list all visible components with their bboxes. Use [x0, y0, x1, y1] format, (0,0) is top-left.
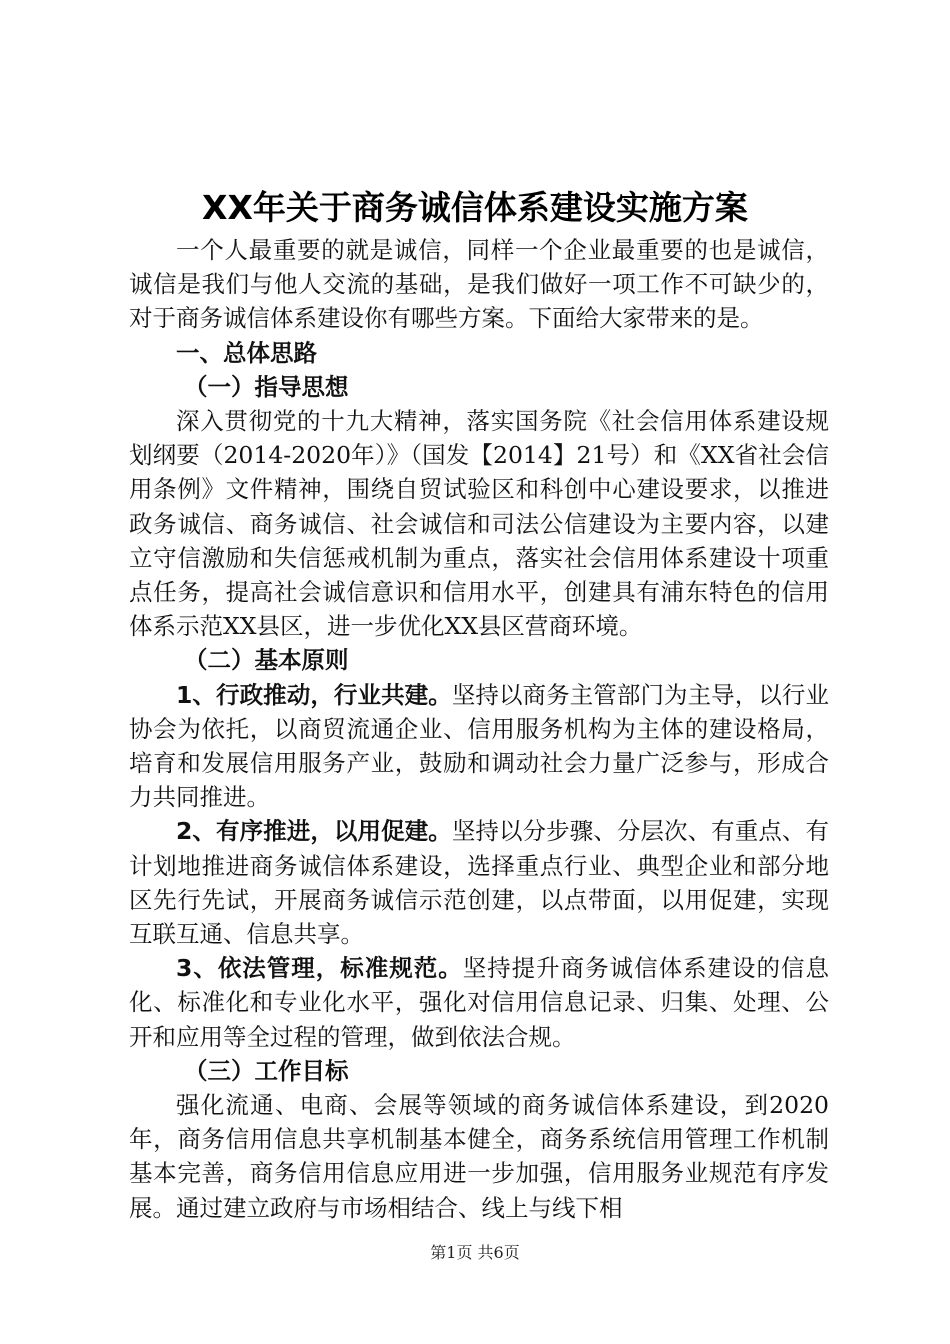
principle-paragraph [129, 951, 829, 1054]
subsection-heading: （三）工作目标 [184, 1056, 349, 1085]
principle-paragraph [129, 678, 829, 815]
principle-paragraph [129, 814, 829, 951]
document-title: XX年关于商务诚信体系建设实施方案 [202, 188, 748, 227]
principle-lead: 2、有序推进，以用促建。 [176, 817, 452, 846]
intro-paragraph: 一个人最重要的就是诚信，同样一个企业最重要的也是诚信，诚信是我们与他人交流的基础，是我们做好一项工作不可缺少的，对于商务诚信体系建设你有哪些方案。下面给大家带来的是。 [129, 236, 829, 333]
work-goal-paragraph: 强化流通、电商、会展等领域的商务诚信体系建设，到2020年，商务信用信息共享机制基本健全，商务系统信用管理工作机制基本完善，商务信用信息应用进一步加强，信用服务业规范有序发展。通过建立政府与市场相结合、线上与线下相 [129, 1091, 829, 1222]
principle-lead: 3、依法管理，标准规范。 [176, 954, 463, 983]
document-body [129, 233, 829, 1225]
principle-text: 坚持提升商务诚信体系建设的信息化、标准化和专业化水平，强化对信用信息记录、归集、处理、公开和应用等全过程的管理，做到依法合规。 [129, 954, 829, 1051]
guiding-thought-paragraph: 深入贯彻党的十九大精神，落实国务院《社会信用体系建设规划纲要（2014-2020年）》（国发【2014】21号）和《XX省社会信用条例》文件精神，围绕自贸试验区和科创中心建设要求，以推进政务诚信、商务诚信、社会诚信和司法公信建设为主要内容，以建立守信激励和失信惩戒机制为重点，落实社会信用体系建设十项重点任务，提高社会诚信意识和信用水平，创建具有浦东特色的信用体系示范XX县区，进一步优化XX县区营商环境。 [129, 407, 829, 641]
subsection-heading: （二）基本原则 [184, 646, 349, 675]
subsection-heading: （一）指导思想 [184, 372, 349, 401]
section-heading: 一、总体思路 [176, 338, 317, 367]
principle-text: 坚持以商务主管部门为主导，以行业协会为依托，以商贸流通企业、信用服务机构为主体的建设格局，培育和发展信用服务产业，鼓励和调动社会力量广泛参与，形成合力共同推进。 [129, 680, 830, 812]
principle-lead: 1、行政推动，行业共建。 [176, 680, 452, 709]
page-footer: 第1页 共6页 [430, 1243, 520, 1262]
principle-text: 坚持以分步骤、分层次、有重点、有计划地推进商务诚信体系建设，选择重点行业、典型企业和部分地区先行先试，开展商务诚信示范创建，以点带面，以用促建，实现互联互通、信息共享。 [129, 817, 830, 949]
